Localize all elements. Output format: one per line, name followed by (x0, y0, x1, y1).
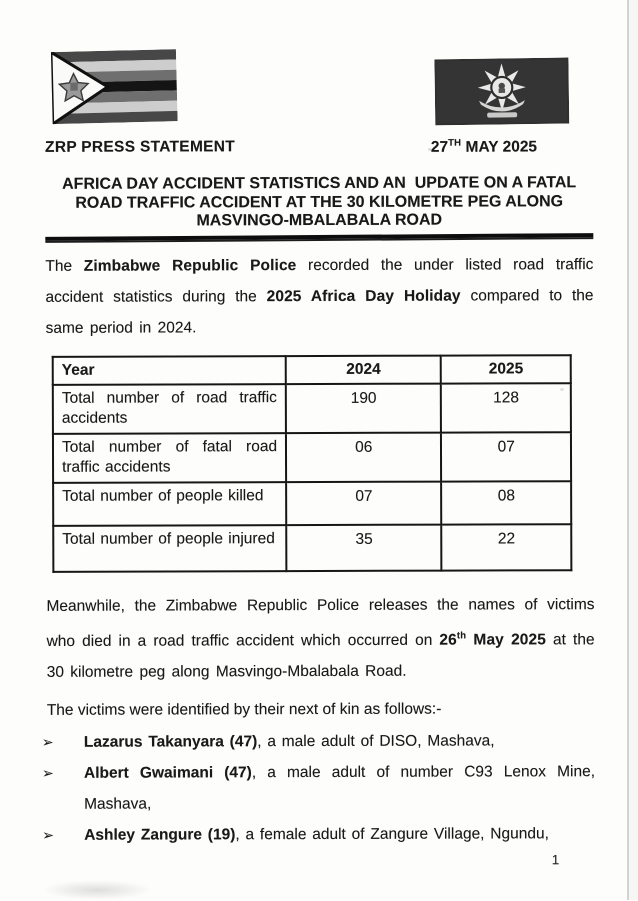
table-row (53, 383, 571, 434)
list-item (42, 819, 595, 851)
table-row (53, 481, 571, 526)
zrp-police-badge-image (434, 58, 569, 126)
header-2024: 2024 (286, 355, 441, 383)
update-date-day: 26 (439, 631, 457, 649)
header-2025: 2025 (441, 355, 571, 383)
header-labels-row (45, 137, 593, 158)
victim-name: Albert Gwaimani (47) (83, 764, 252, 783)
victim-details: , a male adult of number C93 Lenox Mine, Mashava, (84, 763, 596, 813)
table-row (53, 432, 571, 483)
title-divider-rule (45, 233, 593, 243)
document-title (45, 174, 593, 231)
victims-list (41, 726, 596, 852)
date-day: 27 (430, 138, 449, 156)
title-line-1: AFRICA DAY ACCIDENT STATISTICS AND AN UPDATE ON A FATAL (62, 174, 577, 193)
row-value-2025: 128 (441, 383, 571, 432)
date-rest: MAY 2025 (461, 138, 538, 156)
arrowhead-bullet-icon: ➢ (42, 827, 54, 844)
intro-bold-holiday: 2025 Africa Day Holiday (266, 287, 461, 305)
intro-bold-zrp: Zimbabwe Republic Police (83, 256, 297, 275)
row-label: Total number of people killed (53, 482, 286, 526)
victim-name: Lazarus Takanyara (47) (83, 733, 258, 751)
header-year: Year (53, 356, 286, 385)
row-label: Total number of people injured (53, 525, 286, 572)
arrowhead-bullet-icon: ➢ (41, 765, 54, 782)
row-label: Total number of fatal road traffic accidents (53, 433, 286, 483)
arrowhead-bullet-icon: ➢ (41, 733, 54, 750)
victim-details: , a male adult of DISO, Mashava, (257, 732, 495, 751)
list-item (41, 757, 596, 820)
list-item (41, 726, 595, 758)
update-paragraph (46, 589, 594, 688)
update-text: at the 30 kilometre peg along Masvingo-Mbalabala Road. (46, 630, 595, 681)
scan-page-edge-line (627, 0, 629, 900)
victims-intro: The victims were identified by their next of kin as follows:- (46, 700, 442, 719)
date-label (431, 137, 537, 156)
scan-speckle (428, 148, 432, 151)
zimbabwe-flag-icon (51, 49, 178, 129)
intro-text: recorded the under listed road traffic accident statistics during the (45, 255, 594, 306)
update-date-ordinal: th (456, 630, 467, 642)
row-value-2025: 22 (442, 524, 572, 570)
row-value-2024: 07 (286, 481, 442, 524)
table-row (53, 524, 571, 572)
table-header-row (53, 355, 571, 385)
row-value-2024: 35 (286, 524, 442, 570)
update-date-rest: May 2025 (466, 631, 546, 649)
intro-paragraph (45, 249, 593, 344)
document-header (45, 49, 593, 127)
date-ordinal: TH (448, 137, 462, 149)
scan-page-edge-area (629, 0, 638, 900)
scan-speckle (560, 388, 564, 391)
zimbabwe-flag-image (51, 49, 178, 124)
row-value-2025: 07 (441, 432, 571, 481)
row-value-2024: 190 (286, 383, 442, 432)
update-text: Meanwhile, the Zimbabwe Republic Police releases the names of victims who died in a road traffic accident which occurred on (46, 595, 595, 650)
victim-details: , a female adult of Zangure Village, Ngundu, (235, 825, 549, 844)
accident-statistics-table (52, 354, 573, 573)
title-line-3: MASVINGO-MBALABALA ROAD (196, 211, 443, 230)
intro-text: compared to the same period in 2024. (45, 286, 594, 337)
intro-text: The (45, 257, 84, 275)
row-value-2024: 06 (286, 432, 442, 481)
page-number: 1 (551, 852, 560, 868)
victim-name: Ashley Zangure (19) (84, 826, 236, 845)
zrp-police-badge-icon (434, 58, 569, 131)
scan-smudge-mark (42, 880, 152, 900)
update-bold-date (439, 631, 546, 648)
row-label: Total number of road traffic accidents (53, 384, 286, 434)
statement-label: ZRP PRESS STATEMENT (45, 138, 236, 156)
row-value-2025: 08 (442, 481, 572, 524)
title-line-2: ROAD TRAFFIC ACCIDENT AT THE 30 KILOMETRE PEG ALONG (75, 192, 564, 212)
